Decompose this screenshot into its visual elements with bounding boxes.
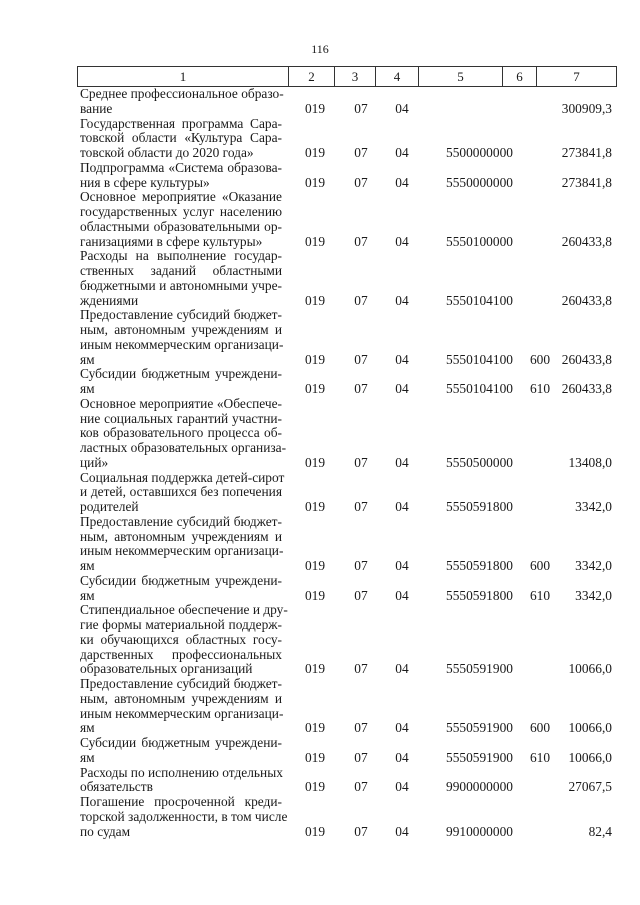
cell-c3: 07 bbox=[354, 292, 368, 308]
cell-c6 bbox=[522, 146, 558, 161]
cell-c5: 5500000000 bbox=[446, 145, 513, 160]
cell-c6: 610 bbox=[529, 587, 551, 603]
description-line: дарственных профессиональных bbox=[80, 646, 282, 662]
cell-c3: 07 bbox=[354, 749, 368, 765]
cell-c6: 600 bbox=[529, 720, 551, 736]
row-description bbox=[80, 308, 282, 367]
cell-c5: 5550000000 bbox=[446, 174, 513, 190]
row-description bbox=[80, 117, 282, 161]
description-line: Субсидии бюджетным учреждени- bbox=[80, 735, 282, 750]
cell-c2: 019 bbox=[304, 587, 326, 603]
cell-c6 bbox=[522, 176, 558, 191]
cell-c2: 019 bbox=[304, 174, 326, 190]
description-line: ям bbox=[80, 558, 95, 573]
header-col-2: 2 bbox=[289, 67, 335, 86]
description-line: Субсидии бюджетным учреждени- bbox=[80, 366, 282, 382]
description-line: иным некоммерческим организаци- bbox=[80, 705, 284, 721]
description-line: ным, автономным учреждениям и bbox=[80, 528, 282, 544]
header-col-5: 5 bbox=[419, 67, 503, 86]
cell-c5: 5550104100 bbox=[446, 292, 513, 308]
table-body bbox=[80, 87, 615, 839]
description-line: Основное мероприятие «Обеспече- bbox=[80, 395, 282, 411]
cell-c3: 07 bbox=[354, 499, 368, 514]
cell-c6 bbox=[522, 662, 558, 677]
cell-c5: 5550591900 bbox=[446, 720, 513, 736]
description-line: бюджетными и автономными учре- bbox=[80, 277, 282, 293]
table-row bbox=[80, 367, 615, 397]
cell-c7: 10066,0 bbox=[568, 720, 612, 736]
cell-c3: 07 bbox=[354, 558, 368, 573]
description-line: Подпрограмма «Система образова- bbox=[80, 159, 282, 175]
description-line: ям bbox=[80, 720, 95, 736]
table-row bbox=[80, 677, 615, 736]
cell-c5: 9900000000 bbox=[446, 779, 513, 795]
cell-c3: 07 bbox=[354, 381, 368, 396]
table-header bbox=[77, 66, 617, 87]
row-description bbox=[80, 395, 287, 471]
description-line: ям bbox=[80, 749, 95, 765]
cell-c4: 04 bbox=[395, 100, 409, 116]
description-line: Основное мероприятие «Оказание bbox=[80, 189, 282, 205]
row-description bbox=[80, 87, 282, 117]
description-line: Предоставление субсидий бюджет- bbox=[80, 307, 282, 323]
cell-c3: 07 bbox=[354, 145, 368, 160]
cell-c4: 04 bbox=[395, 499, 409, 514]
description-line: ям bbox=[80, 351, 95, 367]
cell-c2: 019 bbox=[304, 558, 326, 573]
description-line: Социальная поддержка детей-сирот bbox=[80, 469, 285, 485]
description-line: ственных заданий областными bbox=[80, 263, 282, 278]
row-description bbox=[80, 794, 288, 839]
table-row bbox=[80, 308, 615, 367]
cell-c3: 07 bbox=[354, 720, 368, 736]
description-line: Предоставление субсидий бюджет- bbox=[80, 513, 282, 529]
cell-c7: 260433,8 bbox=[561, 351, 612, 367]
description-line: Стипендиальное обеспечение и дру- bbox=[80, 602, 288, 618]
table-row bbox=[80, 117, 615, 161]
cell-c7: 273841,8 bbox=[561, 174, 612, 190]
description-line: Субсидии бюджетным учреждени- bbox=[80, 572, 282, 588]
cell-c7: 82,4 bbox=[588, 823, 612, 839]
table-row bbox=[80, 736, 615, 766]
description-line: ждениями bbox=[80, 292, 139, 308]
cell-c7: 10066,0 bbox=[568, 661, 612, 677]
cell-c4: 04 bbox=[395, 351, 409, 367]
description-line: товской области «Культура Сара- bbox=[80, 130, 282, 146]
cell-c7: 300909,3 bbox=[561, 100, 612, 116]
cell-c4: 04 bbox=[395, 823, 409, 839]
cell-c3: 07 bbox=[354, 174, 368, 190]
header-col-6: 6 bbox=[503, 67, 537, 86]
cell-c2: 019 bbox=[304, 351, 326, 367]
cell-c3: 07 bbox=[354, 351, 368, 367]
cell-c2: 019 bbox=[304, 779, 326, 795]
description-line: торской задолженности, в том числе bbox=[80, 808, 288, 824]
description-line: вание bbox=[80, 100, 113, 116]
cell-c6: 610 bbox=[529, 749, 551, 765]
table-row bbox=[80, 515, 615, 574]
description-line: ям bbox=[80, 587, 95, 603]
cell-c5: 5550591900 bbox=[446, 749, 513, 765]
cell-c5: 5550100000 bbox=[446, 233, 513, 249]
cell-c6 bbox=[522, 235, 558, 250]
description-line: Расходы на выполнение государ- bbox=[80, 248, 282, 264]
description-line: гие формы материальной поддерж- bbox=[80, 617, 282, 632]
description-line: ций» bbox=[80, 454, 109, 470]
cell-c4: 04 bbox=[395, 233, 409, 249]
cell-c3: 07 bbox=[354, 587, 368, 603]
table-row bbox=[80, 795, 615, 839]
description-line: иным некоммерческим организаци- bbox=[80, 543, 284, 559]
description-line: ным, автономным учреждениям и bbox=[80, 322, 282, 337]
description-line: родителей bbox=[80, 499, 139, 514]
cell-c4: 04 bbox=[395, 749, 409, 765]
row-description bbox=[80, 190, 282, 249]
table-row bbox=[80, 603, 615, 677]
cell-c7: 273841,8 bbox=[561, 145, 612, 160]
cell-c5: 5550104100 bbox=[446, 351, 513, 367]
description-line: государственных услуг населению bbox=[80, 204, 282, 219]
header-col-3: 3 bbox=[335, 67, 376, 86]
description-line: ганизациями в сфере культуры» bbox=[80, 233, 263, 249]
cell-c2: 019 bbox=[304, 720, 326, 736]
cell-c3: 07 bbox=[354, 779, 368, 795]
cell-c3: 07 bbox=[354, 100, 368, 116]
cell-c5: 5550591800 bbox=[446, 587, 513, 603]
table-row bbox=[80, 471, 615, 515]
row-description bbox=[80, 677, 282, 736]
description-line: иным некоммерческим организаци- bbox=[80, 336, 284, 352]
cell-c3: 07 bbox=[354, 454, 368, 470]
cell-c6 bbox=[522, 500, 558, 515]
cell-c6 bbox=[522, 780, 558, 795]
row-description bbox=[80, 161, 282, 191]
cell-c6 bbox=[522, 456, 558, 471]
cell-c7: 260433,8 bbox=[561, 381, 612, 396]
row-description bbox=[80, 367, 282, 397]
row-description bbox=[80, 736, 282, 766]
description-line: Расходы по исполнению отдельных bbox=[80, 764, 283, 780]
cell-c3: 07 bbox=[354, 661, 368, 677]
cell-c4: 04 bbox=[395, 720, 409, 736]
row-description bbox=[80, 766, 282, 796]
table-row bbox=[80, 574, 615, 604]
cell-c4: 04 bbox=[395, 292, 409, 308]
cell-c2: 019 bbox=[304, 499, 326, 514]
cell-c4: 04 bbox=[395, 381, 409, 396]
cell-c4: 04 bbox=[395, 454, 409, 470]
table-row bbox=[80, 249, 615, 308]
cell-c2: 019 bbox=[304, 454, 326, 470]
cell-c7: 27067,5 bbox=[568, 779, 612, 795]
description-line: ластных образовательных организа- bbox=[80, 440, 287, 455]
cell-c2: 019 bbox=[304, 381, 326, 396]
description-line: Государственная программа Сара- bbox=[80, 115, 282, 131]
cell-c6: 610 bbox=[529, 381, 551, 396]
row-description bbox=[80, 515, 282, 574]
cell-c4: 04 bbox=[395, 558, 409, 573]
cell-c7: 10066,0 bbox=[568, 749, 612, 765]
cell-c6 bbox=[522, 825, 558, 840]
header-col-4: 4 bbox=[376, 67, 419, 86]
description-line: ям bbox=[80, 381, 95, 396]
row-description bbox=[80, 602, 288, 677]
cell-c5: 9910000000 bbox=[446, 823, 513, 839]
cell-c2: 019 bbox=[304, 823, 326, 839]
cell-c4: 04 bbox=[395, 587, 409, 603]
cell-c7: 260433,8 bbox=[561, 233, 612, 249]
cell-c6: 600 bbox=[529, 558, 551, 573]
description-line: областными образовательными ор- bbox=[80, 218, 282, 234]
cell-c2: 019 bbox=[304, 100, 326, 116]
cell-c6: 600 bbox=[529, 351, 551, 367]
cell-c6 bbox=[522, 102, 558, 117]
cell-c5 bbox=[422, 102, 522, 117]
header-col-1: 1 bbox=[78, 67, 289, 86]
row-description bbox=[80, 249, 282, 308]
description-line: ние социальных гарантий участни- bbox=[80, 410, 282, 426]
description-line: ния в сфере культуры» bbox=[80, 174, 210, 190]
header-col-7: 7 bbox=[573, 69, 580, 84]
cell-c5: 5550591800 bbox=[446, 499, 513, 514]
description-line: ки обучающихся областных госу- bbox=[80, 631, 282, 647]
cell-c2: 019 bbox=[304, 292, 326, 308]
table-row bbox=[80, 190, 615, 249]
row-description bbox=[80, 469, 285, 515]
cell-c7: 3342,0 bbox=[575, 587, 612, 603]
description-line: по судам bbox=[80, 823, 131, 839]
cell-c6 bbox=[522, 294, 558, 309]
cell-c5: 5550500000 bbox=[446, 454, 513, 470]
cell-c5: 5550591800 bbox=[446, 558, 513, 573]
description-line: ным, автономным учреждениям и bbox=[80, 690, 282, 706]
table-row bbox=[80, 397, 615, 471]
row-description bbox=[80, 574, 282, 604]
cell-c7: 3342,0 bbox=[575, 558, 612, 573]
cell-c7: 3342,0 bbox=[575, 499, 612, 514]
description-line: Погашение просроченной креди- bbox=[80, 794, 282, 809]
cell-c2: 019 bbox=[304, 233, 326, 249]
description-line: и детей, оставшихся без попечения bbox=[80, 484, 282, 500]
description-line: товской области до 2020 года» bbox=[80, 145, 254, 160]
cell-c3: 07 bbox=[354, 233, 368, 249]
cell-c2: 019 bbox=[304, 749, 326, 765]
cell-c5: 5550591900 bbox=[446, 661, 513, 677]
cell-c4: 04 bbox=[395, 174, 409, 190]
table-row bbox=[80, 161, 615, 191]
page-number: 116 bbox=[311, 42, 329, 56]
cell-c5: 5550104100 bbox=[446, 381, 513, 396]
cell-c3: 07 bbox=[354, 823, 368, 839]
description-line: образовательных организаций bbox=[80, 661, 253, 677]
cell-c4: 04 bbox=[395, 145, 409, 160]
description-line: обязательств bbox=[80, 779, 153, 795]
description-line: ков образовательного процесса об- bbox=[80, 425, 282, 441]
cell-c7: 13408,0 bbox=[568, 454, 612, 470]
table-row bbox=[80, 766, 615, 796]
cell-c7: 260433,8 bbox=[561, 292, 612, 308]
cell-c2: 019 bbox=[304, 145, 326, 160]
cell-c2: 019 bbox=[304, 661, 326, 677]
cell-c4: 04 bbox=[395, 779, 409, 795]
cell-c4: 04 bbox=[395, 661, 409, 677]
table-row bbox=[80, 87, 615, 117]
description-line: Предоставление субсидий бюджет- bbox=[80, 676, 282, 691]
description-line: Среднее профессиональное образо- bbox=[80, 86, 284, 101]
